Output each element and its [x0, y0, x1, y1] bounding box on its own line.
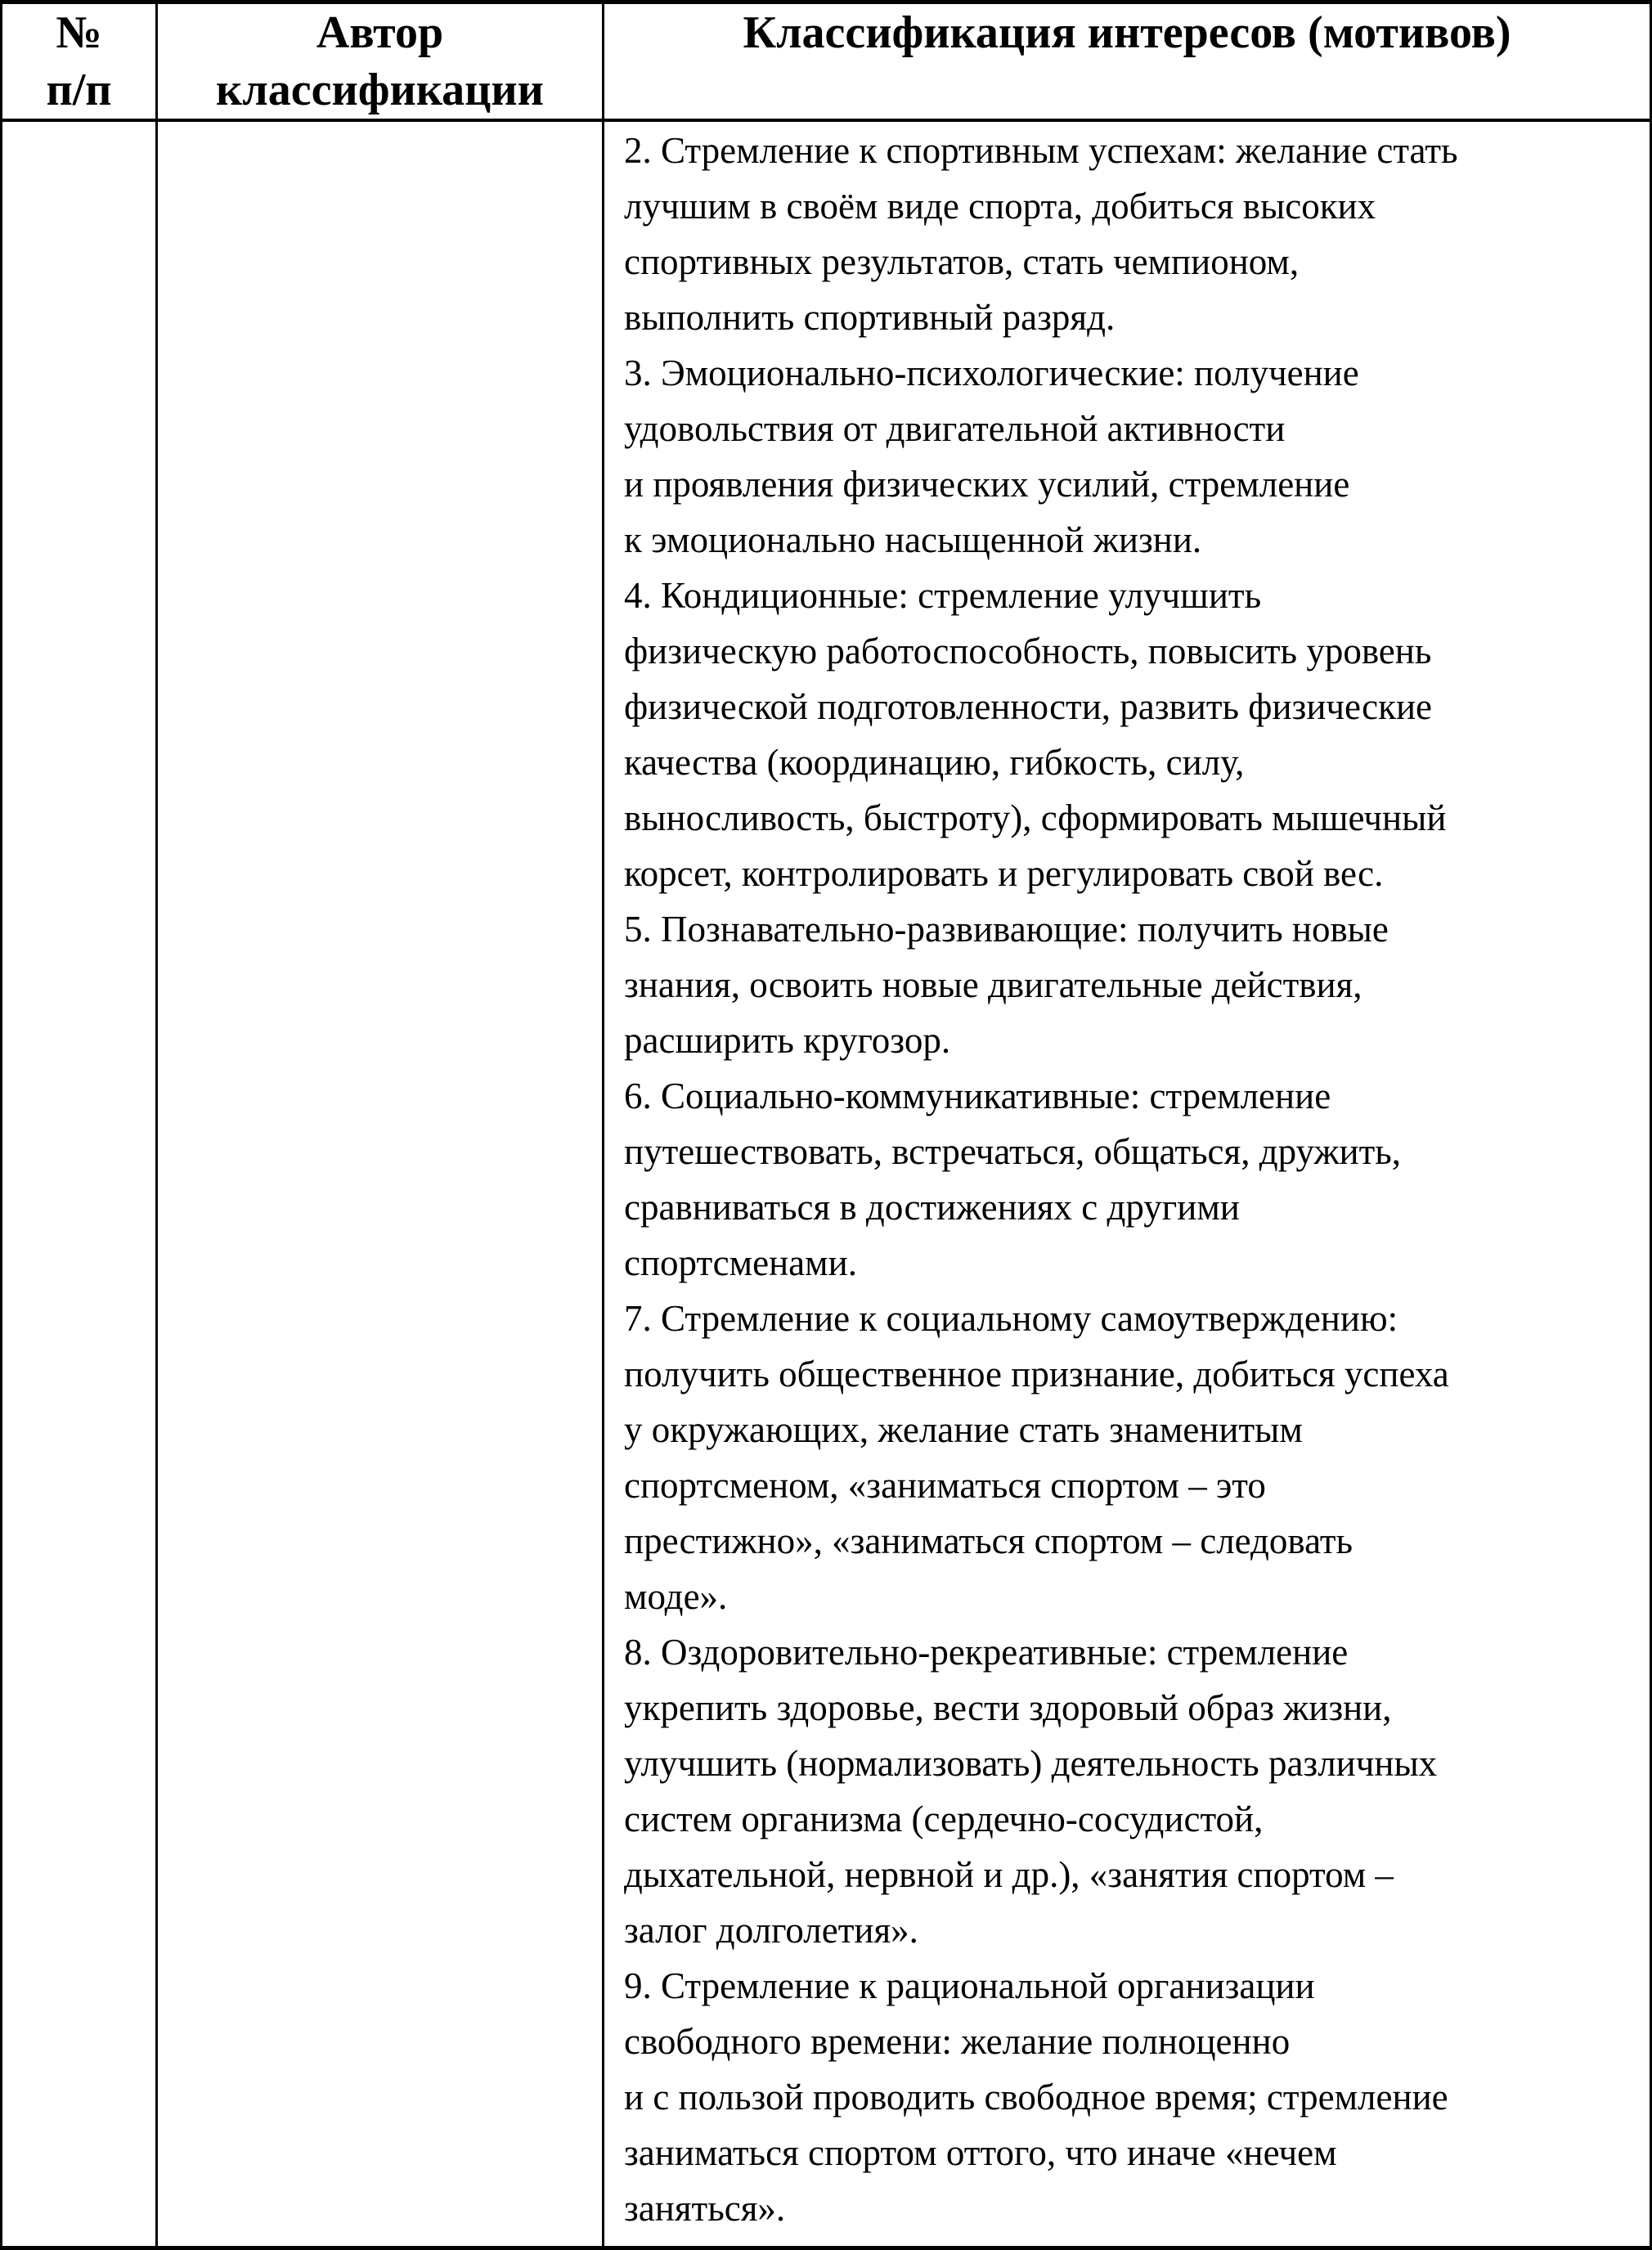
body-text-line: 6. Социально-коммуникативные: стремление [624, 1076, 1331, 1116]
body-text-line: у окружающих, желание стать знаменитым [624, 1409, 1303, 1450]
header-author-line-1: Автор [316, 7, 444, 58]
body-text-line: корсет, контролировать и регулировать свой вес. [624, 853, 1384, 894]
body-text-line: 8. Оздоровительно-рекреативные: стремление [624, 1632, 1349, 1673]
body-text-line: залог долголетия». [624, 1910, 918, 1951]
header-cell-classification [604, 4, 1650, 122]
body-text-line: 5. Познавательно-развивающие: получить новые [624, 909, 1389, 950]
body-text-line: и проявления физических усилий, стремление [624, 464, 1350, 505]
body-text-line: и с пользой проводить свободное время; стремление [624, 2077, 1448, 2118]
body-text-line: 4. Кондиционные: стремление улучшить [624, 575, 1262, 616]
body-text-line: спортсменом, «заниматься спортом – это [624, 1465, 1266, 1506]
header-cell-author [158, 4, 604, 122]
body-cell-number [2, 122, 158, 2246]
body-text-line: 7. Стремление к социальному самоутверждению: [624, 1298, 1398, 1339]
header-author-line-2: классификации [216, 65, 544, 115]
body-text-line: моде». [624, 1576, 728, 1617]
header-cell-number [2, 4, 158, 122]
body-text-line: знания, освоить новые двигательные действия, [624, 964, 1362, 1005]
body-text-line: спортсменами. [624, 1242, 857, 1283]
body-text-line: получить общественное признание, добиться успеха [624, 1354, 1449, 1394]
body-cell-author [158, 122, 604, 2246]
body-text-line: расширить кругозор. [624, 1020, 951, 1061]
body-text-line: 2. Стремление к спортивным успехам: желание стать [624, 130, 1458, 171]
body-text-line: удовольствия от двигательной активности [624, 408, 1286, 449]
body-text-line: дыхательной, нервной и др.), «занятия спортом – [624, 1854, 1394, 1895]
body-text-line: укрепить здоровье, вести здоровый образ жизни, [624, 1687, 1392, 1728]
body-text-line: заняться». [624, 2188, 786, 2229]
body-text-line: выполнить спортивный разряд. [624, 297, 1116, 338]
body-text-line: физической подготовленности, развить физические [624, 686, 1433, 727]
body-text-line: заниматься спортом оттого, что иначе «нечем [624, 2132, 1337, 2173]
body-text-line: 9. Стремление к рациональной организации [624, 1965, 1315, 2006]
body-text-line: к эмоционально насыщенной жизни. [624, 519, 1202, 560]
header-number-line-2: п/п [46, 65, 112, 115]
body-cell-classification [604, 122, 1650, 2246]
header-classification-title: Классификация интересов (мотивов) [743, 7, 1511, 58]
body-text-line: престижно», «заниматься спортом – следовать [624, 1520, 1353, 1561]
body-text-line: 3. Эмоционально-психологические: получение [624, 353, 1359, 393]
body-text-line: выносливость, быстроту), сформировать мышечный [624, 797, 1447, 838]
body-text-line: улучшить (нормализовать) деятельность различных [624, 1743, 1438, 1784]
body-text-line: лучшим в своём виде спорта, добиться высоких [624, 186, 1376, 227]
body-text-line: физическую работоспособность, повысить уровень [624, 631, 1432, 671]
body-text-line: спортивных результатов, стать чемпионом, [624, 241, 1300, 282]
body-text-line: путешествовать, встречаться, общаться, дружить, [624, 1131, 1402, 1172]
body-text-line: качества (координацию, гибкость, силу, [624, 742, 1245, 783]
body-text-line: сравниваться в достижениях с другими [624, 1187, 1240, 1228]
body-text-line: систем организма (сердечно-сосудистой, [624, 1799, 1264, 1839]
header-number-line-1: № [56, 7, 102, 58]
body-text-line: свободного времени: желание полноценно [624, 2021, 1291, 2062]
